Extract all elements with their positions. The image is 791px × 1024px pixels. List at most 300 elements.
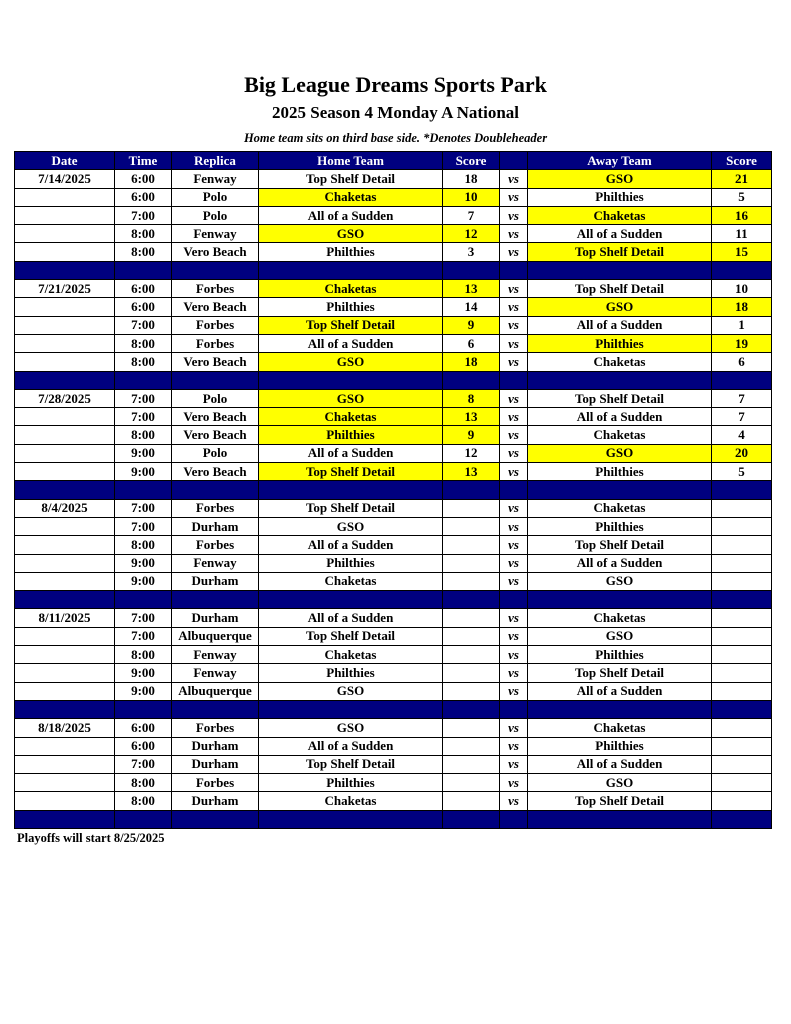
game-replica: Vero Beach (172, 298, 259, 316)
home-team: Philthies (259, 664, 443, 682)
table-row (15, 517, 772, 535)
table-row (15, 444, 772, 462)
home-score: 12 (443, 225, 500, 243)
away-score: 21 (712, 170, 772, 188)
table-row (15, 408, 772, 426)
game-time: 6:00 (115, 737, 172, 755)
home-team: Philthies (259, 426, 443, 444)
home-score: 18 (443, 353, 500, 371)
game-time: 8:00 (115, 225, 172, 243)
game-date (15, 444, 115, 462)
game-replica: Durham (172, 572, 259, 590)
game-replica: Albuquerque (172, 682, 259, 700)
separator-cell (172, 700, 259, 718)
game-time: 7:00 (115, 517, 172, 535)
away-score: 5 (712, 188, 772, 206)
separator-cell (172, 591, 259, 609)
game-time: 9:00 (115, 664, 172, 682)
game-time: 8:00 (115, 426, 172, 444)
game-date (15, 188, 115, 206)
column-header-replica: Replica (172, 152, 259, 170)
home-score: 7 (443, 206, 500, 224)
away-team: Chaketas (528, 499, 712, 517)
away-team: All of a Sudden (528, 554, 712, 572)
table-row (15, 499, 772, 517)
table-row (15, 316, 772, 334)
game-time: 7:00 (115, 609, 172, 627)
away-score (712, 755, 772, 773)
week-separator (15, 591, 772, 609)
home-team: Philthies (259, 298, 443, 316)
vs-label: vs (500, 682, 528, 700)
game-replica: Forbes (172, 316, 259, 334)
vs-label: vs (500, 353, 528, 371)
column-header-away-score: Score (712, 152, 772, 170)
home-score (443, 719, 500, 737)
away-score (712, 609, 772, 627)
column-header-time: Time (115, 152, 172, 170)
home-team: Chaketas (259, 646, 443, 664)
home-team: Philthies (259, 774, 443, 792)
separator-cell (443, 810, 500, 828)
game-time: 8:00 (115, 774, 172, 792)
home-score (443, 774, 500, 792)
column-header-home-team: Home Team (259, 152, 443, 170)
vs-label: vs (500, 334, 528, 352)
away-score (712, 499, 772, 517)
away-team: GSO (528, 444, 712, 462)
home-score: 10 (443, 188, 500, 206)
home-team: Top Shelf Detail (259, 755, 443, 773)
away-team: Philthies (528, 737, 712, 755)
separator-cell (115, 700, 172, 718)
game-replica: Vero Beach (172, 408, 259, 426)
away-team: Philthies (528, 517, 712, 535)
separator-cell (15, 481, 115, 499)
separator-cell (528, 371, 712, 389)
home-score: 13 (443, 408, 500, 426)
separator-cell (443, 700, 500, 718)
home-score: 13 (443, 463, 500, 481)
vs-label: vs (500, 517, 528, 535)
table-row (15, 298, 772, 316)
game-time: 9:00 (115, 554, 172, 572)
home-score (443, 554, 500, 572)
away-score (712, 554, 772, 572)
game-date: 7/21/2025 (15, 280, 115, 298)
separator-cell (528, 481, 712, 499)
home-score (443, 572, 500, 590)
home-team: All of a Sudden (259, 206, 443, 224)
home-team: Top Shelf Detail (259, 316, 443, 334)
away-team: Top Shelf Detail (528, 280, 712, 298)
vs-label: vs (500, 243, 528, 261)
game-time: 6:00 (115, 188, 172, 206)
game-time: 9:00 (115, 572, 172, 590)
schedule-note: Home team sits on third base side. *Denotes Doubleheader (243, 131, 548, 145)
separator-cell (712, 481, 772, 499)
separator-cell (15, 810, 115, 828)
game-replica: Polo (172, 444, 259, 462)
home-score: 13 (443, 280, 500, 298)
away-score (712, 664, 772, 682)
home-score: 18 (443, 170, 500, 188)
page-title: Big League Dreams Sports Park (244, 72, 547, 97)
home-score (443, 499, 500, 517)
away-score: 1 (712, 316, 772, 334)
separator-cell (500, 810, 528, 828)
game-replica: Fenway (172, 225, 259, 243)
away-team: Chaketas (528, 426, 712, 444)
vs-label: vs (500, 316, 528, 334)
game-date: 8/11/2025 (15, 609, 115, 627)
home-team: Chaketas (259, 188, 443, 206)
away-score (712, 572, 772, 590)
separator-cell (712, 591, 772, 609)
game-replica: Fenway (172, 170, 259, 188)
separator-cell (259, 591, 443, 609)
home-team: All of a Sudden (259, 536, 443, 554)
home-team: All of a Sudden (259, 444, 443, 462)
schedule-body (15, 170, 772, 829)
game-time: 7:00 (115, 316, 172, 334)
home-score: 12 (443, 444, 500, 462)
home-score: 6 (443, 334, 500, 352)
game-date (15, 664, 115, 682)
table-row (15, 719, 772, 737)
home-score: 9 (443, 316, 500, 334)
column-header-away-team: Away Team (528, 152, 712, 170)
game-time: 8:00 (115, 243, 172, 261)
separator-cell (528, 810, 712, 828)
vs-label: vs (500, 627, 528, 645)
schedule-table (14, 151, 772, 829)
away-score: 11 (712, 225, 772, 243)
table-row (15, 206, 772, 224)
vs-label: vs (500, 444, 528, 462)
home-team: Top Shelf Detail (259, 170, 443, 188)
vs-label: vs (500, 408, 528, 426)
away-team: Top Shelf Detail (528, 389, 712, 407)
home-score (443, 627, 500, 645)
week-separator (15, 371, 772, 389)
table-row (15, 554, 772, 572)
game-time: 8:00 (115, 646, 172, 664)
away-score (712, 792, 772, 810)
away-team: All of a Sudden (528, 225, 712, 243)
game-replica: Durham (172, 517, 259, 535)
separator-cell (259, 261, 443, 279)
column-header-home-score: Score (443, 152, 500, 170)
playoffs-note: Playoffs will start 8/25/2025 (17, 831, 165, 845)
separator-cell (500, 261, 528, 279)
game-date (15, 353, 115, 371)
table-row (15, 646, 772, 664)
away-score (712, 627, 772, 645)
home-team: GSO (259, 517, 443, 535)
home-score (443, 682, 500, 700)
home-team: GSO (259, 353, 443, 371)
table-row (15, 682, 772, 700)
separator-cell (528, 700, 712, 718)
away-score (712, 536, 772, 554)
separator-cell (172, 810, 259, 828)
vs-label: vs (500, 646, 528, 664)
game-date: 8/4/2025 (15, 499, 115, 517)
vs-label: vs (500, 463, 528, 481)
separator-cell (115, 810, 172, 828)
game-time: 8:00 (115, 792, 172, 810)
table-row (15, 664, 772, 682)
separator-cell (172, 481, 259, 499)
game-date (15, 243, 115, 261)
separator-cell (15, 700, 115, 718)
separator-cell (443, 261, 500, 279)
vs-label: vs (500, 426, 528, 444)
game-date: 7/14/2025 (15, 170, 115, 188)
vs-label: vs (500, 499, 528, 517)
game-date (15, 517, 115, 535)
away-score (712, 774, 772, 792)
away-score (712, 517, 772, 535)
home-team: GSO (259, 389, 443, 407)
game-replica: Forbes (172, 774, 259, 792)
game-date (15, 737, 115, 755)
home-score: 3 (443, 243, 500, 261)
game-date (15, 316, 115, 334)
game-time: 9:00 (115, 463, 172, 481)
home-team: GSO (259, 682, 443, 700)
vs-label: vs (500, 298, 528, 316)
table-row (15, 792, 772, 810)
home-team: GSO (259, 225, 443, 243)
away-score: 5 (712, 463, 772, 481)
away-team: All of a Sudden (528, 755, 712, 773)
away-score: 16 (712, 206, 772, 224)
game-replica: Fenway (172, 554, 259, 572)
home-team: All of a Sudden (259, 737, 443, 755)
away-score: 7 (712, 408, 772, 426)
game-time: 8:00 (115, 353, 172, 371)
game-date (15, 408, 115, 426)
away-score: 7 (712, 389, 772, 407)
game-replica: Forbes (172, 536, 259, 554)
away-team: Chaketas (528, 206, 712, 224)
away-team: GSO (528, 774, 712, 792)
separator-cell (115, 261, 172, 279)
table-row (15, 280, 772, 298)
separator-cell (528, 591, 712, 609)
away-team: GSO (528, 298, 712, 316)
game-replica: Vero Beach (172, 426, 259, 444)
away-score (712, 646, 772, 664)
home-score (443, 609, 500, 627)
game-replica: Forbes (172, 499, 259, 517)
week-separator (15, 810, 772, 828)
vs-label: vs (500, 609, 528, 627)
game-date: 8/18/2025 (15, 719, 115, 737)
away-team: Chaketas (528, 609, 712, 627)
game-replica: Vero Beach (172, 463, 259, 481)
vs-label: vs (500, 206, 528, 224)
table-row (15, 463, 772, 481)
game-time: 7:00 (115, 206, 172, 224)
game-replica: Forbes (172, 719, 259, 737)
away-team: Top Shelf Detail (528, 664, 712, 682)
home-team: Philthies (259, 243, 443, 261)
game-time: 8:00 (115, 536, 172, 554)
away-team: Chaketas (528, 353, 712, 371)
away-score (712, 737, 772, 755)
game-replica: Polo (172, 188, 259, 206)
game-replica: Durham (172, 755, 259, 773)
separator-cell (15, 591, 115, 609)
game-date (15, 774, 115, 792)
game-replica: Vero Beach (172, 353, 259, 371)
table-row (15, 609, 772, 627)
game-time: 7:00 (115, 408, 172, 426)
vs-label: vs (500, 737, 528, 755)
game-date (15, 792, 115, 810)
vs-label: vs (500, 389, 528, 407)
game-replica: Vero Beach (172, 243, 259, 261)
separator-cell (259, 371, 443, 389)
separator-cell (115, 481, 172, 499)
game-replica: Albuquerque (172, 627, 259, 645)
home-score (443, 755, 500, 773)
away-team: Top Shelf Detail (528, 243, 712, 261)
away-score: 10 (712, 280, 772, 298)
table-header-row (15, 152, 772, 170)
away-team: Philthies (528, 188, 712, 206)
column-header-vs (500, 152, 528, 170)
game-replica: Fenway (172, 646, 259, 664)
separator-cell (712, 261, 772, 279)
away-team: All of a Sudden (528, 682, 712, 700)
game-replica: Polo (172, 206, 259, 224)
separator-cell (259, 481, 443, 499)
week-separator (15, 481, 772, 499)
separator-cell (15, 371, 115, 389)
separator-cell (115, 591, 172, 609)
game-time: 6:00 (115, 298, 172, 316)
table-row (15, 225, 772, 243)
away-team: Top Shelf Detail (528, 536, 712, 554)
game-date (15, 572, 115, 590)
table-row (15, 627, 772, 645)
away-score (712, 682, 772, 700)
away-team: Top Shelf Detail (528, 792, 712, 810)
game-replica: Durham (172, 609, 259, 627)
away-score: 18 (712, 298, 772, 316)
separator-cell (259, 810, 443, 828)
game-time: 7:00 (115, 755, 172, 773)
table-row (15, 353, 772, 371)
table-row (15, 243, 772, 261)
vs-label: vs (500, 280, 528, 298)
table-row (15, 774, 772, 792)
vs-label: vs (500, 664, 528, 682)
table-row (15, 426, 772, 444)
home-score (443, 664, 500, 682)
away-score: 4 (712, 426, 772, 444)
week-separator (15, 700, 772, 718)
home-score (443, 737, 500, 755)
away-score (712, 719, 772, 737)
game-date (15, 426, 115, 444)
game-time: 7:00 (115, 389, 172, 407)
away-team: GSO (528, 627, 712, 645)
vs-label: vs (500, 719, 528, 737)
game-time: 6:00 (115, 719, 172, 737)
separator-cell (443, 371, 500, 389)
game-date (15, 627, 115, 645)
game-time: 7:00 (115, 499, 172, 517)
game-time: 9:00 (115, 444, 172, 462)
vs-label: vs (500, 572, 528, 590)
home-team: GSO (259, 719, 443, 737)
home-score: 14 (443, 298, 500, 316)
separator-cell (712, 700, 772, 718)
away-team: GSO (528, 170, 712, 188)
game-date (15, 755, 115, 773)
table-row (15, 334, 772, 352)
table-row (15, 389, 772, 407)
separator-cell (172, 261, 259, 279)
vs-label: vs (500, 792, 528, 810)
home-team: Chaketas (259, 280, 443, 298)
vs-label: vs (500, 536, 528, 554)
separator-cell (15, 261, 115, 279)
table-row (15, 188, 772, 206)
vs-label: vs (500, 774, 528, 792)
game-replica: Forbes (172, 334, 259, 352)
away-score: 6 (712, 353, 772, 371)
vs-label: vs (500, 554, 528, 572)
away-score: 15 (712, 243, 772, 261)
home-team: All of a Sudden (259, 334, 443, 352)
separator-cell (528, 261, 712, 279)
game-date (15, 536, 115, 554)
separator-cell (712, 371, 772, 389)
away-team: GSO (528, 572, 712, 590)
table-row (15, 572, 772, 590)
game-date (15, 206, 115, 224)
vs-label: vs (500, 188, 528, 206)
game-date (15, 225, 115, 243)
home-team: Top Shelf Detail (259, 627, 443, 645)
home-team: Top Shelf Detail (259, 499, 443, 517)
home-score: 9 (443, 426, 500, 444)
season-subtitle: 2025 Season 4 Monday A National (271, 103, 519, 122)
home-team: Philthies (259, 554, 443, 572)
home-team: Top Shelf Detail (259, 463, 443, 481)
game-date (15, 554, 115, 572)
separator-cell (500, 700, 528, 718)
away-team: Philthies (528, 334, 712, 352)
game-date (15, 298, 115, 316)
table-row (15, 170, 772, 188)
home-team: Chaketas (259, 572, 443, 590)
game-time: 6:00 (115, 170, 172, 188)
home-team: Chaketas (259, 408, 443, 426)
separator-cell (443, 591, 500, 609)
home-score (443, 792, 500, 810)
separator-cell (500, 481, 528, 499)
separator-cell (712, 810, 772, 828)
away-team: Philthies (528, 646, 712, 664)
away-team: All of a Sudden (528, 408, 712, 426)
